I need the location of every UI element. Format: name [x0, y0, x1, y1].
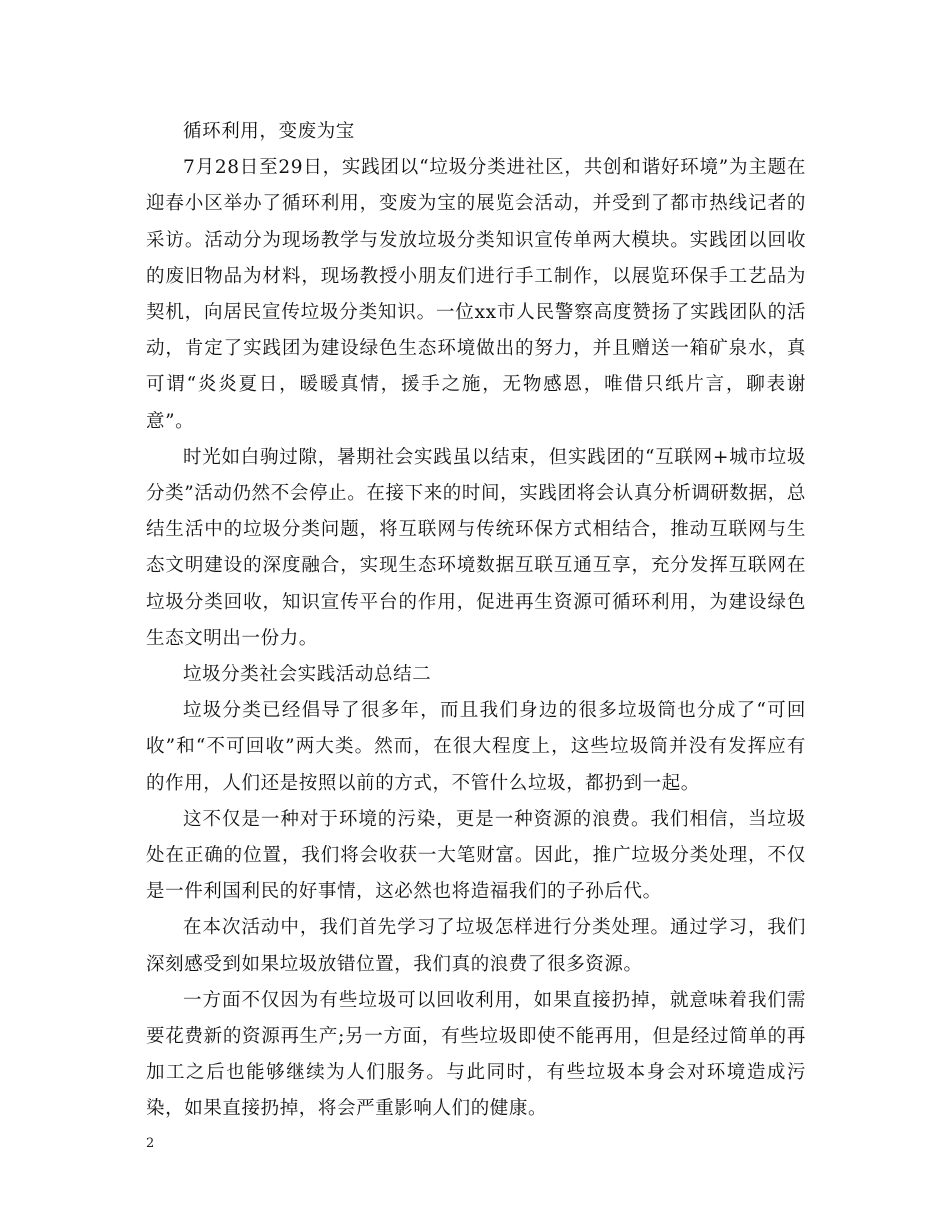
document-body [146, 114, 806, 1128]
paragraph: 在本次活动中，我们首先学习了垃圾怎样进行分类处理。通过学习，我们深刻感受到如果垃圾放错位置，我们真的浪费了很多资源。 [146, 917, 806, 975]
paragraph: 这不仅是一种对于环境的污染，更是一种资源的浪费。我们相信，当垃圾处在正确的位置，我们将会收获一大笔财富。因此，推广垃圾分类处理，不仅是一件利国利民的好事情，这必然也将造福我们的子孙后代。 [146, 808, 806, 903]
page-number: 2 [146, 1136, 155, 1151]
paragraph: 垃圾分类已经倡导了很多年，而且我们身边的很多垃圾筒也分成了“可回收”和“不可回收”两大类。然而，在很大程度上，这些垃圾筒并没有发挥应有的作用，人们还是按照以前的方式，不管什么垃圾，都扔到一起。 [146, 700, 806, 794]
section-heading: 垃圾分类社会实践活动总结二 [183, 664, 432, 686]
section-heading: 循环利用，变废为宝 [183, 121, 355, 142]
paragraph: 一方面不仅因为有些垃圾可以回收利用，如果直接扔掉，就意味着我们需要花费新的资源再生产;另一方面，有些垃圾即使不能再用，但是经过简单的再加工之后也能够继续为人们服务。与此同时，有些垃圾本身会对环境造成污染，如果直接扔掉，将会严重影响人们的健康。 [146, 989, 806, 1120]
paragraph: 7月28日至29日，实践团以“垃圾分类进社区，共创和谐好环境”为主题在迎春小区举办了循环利用，变废为宝的展览会活动，并受到了都市热线记者的采访。活动分为现场教学与发放垃圾分类知识宣传单两大模块。实践团以回收的废旧物品为材料，现场教授小朋友们进行手工制作，以展览环保手工艺品为契机，向居民宣传垃圾分类知识。一位xx市人民警察高度赞扬了实践团队的活动，肯定了实践团为建设绿色生态环境做出的努力，并且赠送一箱矿泉水，真可谓“炎炎夏日，暖暖真情，援手之施，无物感恩，唯借只纸片言，聊表谢意”。 [146, 157, 806, 432]
paragraph: 时光如白驹过隙，暑期社会实践虽以结束，但实践团的“互联网+城市垃圾分类”活动仍然不会停止。在接下来的时间，实践团将会认真分析调研数据，总结生活中的垃圾分类问题，将互联网与传统环保方式相结合，推动互联网与生态文明建设的深度融合，实现生态环境数据互联互通互享，充分发挥互联网在垃圾分类回收，知识宣传平台的作用，促进再生资源可循环利用，为建设绿色生态文明出一份力。 [146, 446, 806, 649]
